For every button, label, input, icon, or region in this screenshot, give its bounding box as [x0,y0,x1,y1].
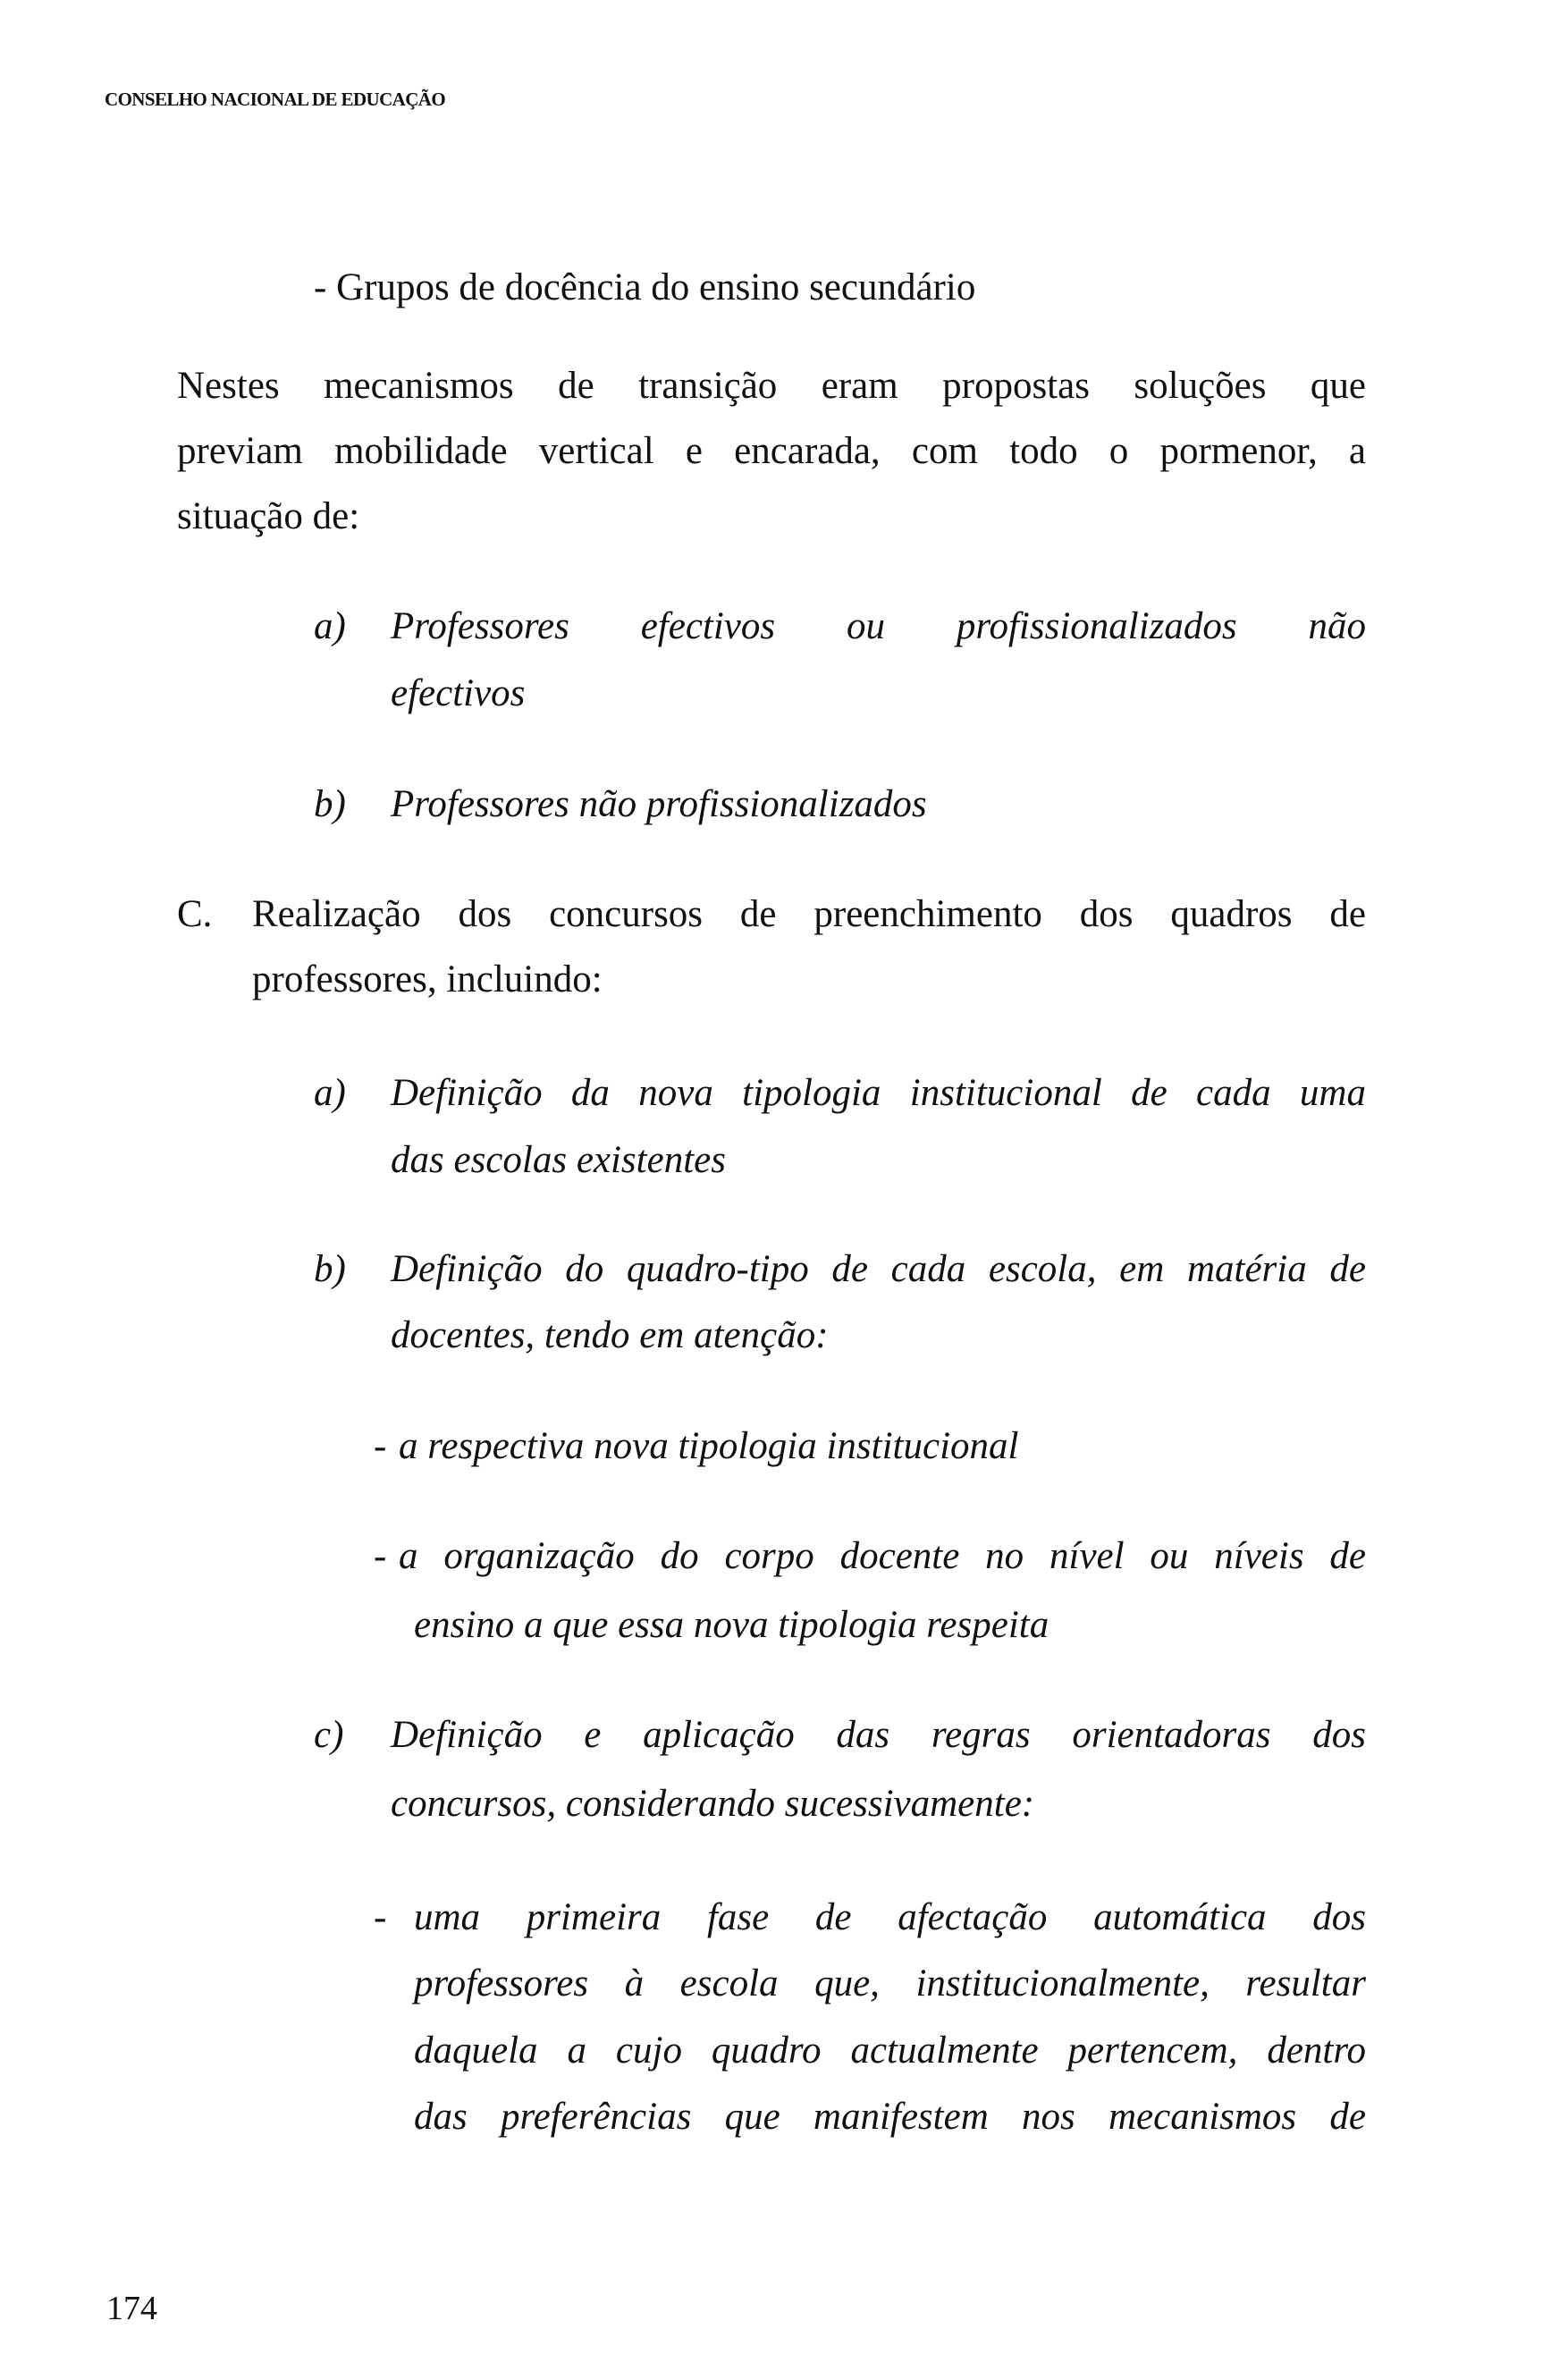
sub-item-line: daquela a cujo quadro actualmente pertencem, dentro [414,2030,1366,2072]
list-item-line: Definição do quadro-tipo de cada escola, em matéria de [391,1248,1366,1290]
list-item-line: Definição da nova tipologia institucional de cada uma [391,1072,1366,1114]
list-marker: a) [314,605,346,647]
list-marker: b) [314,783,346,825]
paragraph-line: situação de: [177,495,360,537]
running-header: CONSELHO NACIONAL DE EDUCAÇÃO [105,89,446,110]
dash-marker: - [374,1896,387,1938]
section-line: Realização dos concursos de preenchimento dos quadros de [252,893,1366,935]
sub-item-line: ensino a que essa nova tipologia respeita [414,1604,1049,1646]
list-item-line: Professores efectivos ou profissionalizados não [391,605,1366,647]
dash-marker: - [374,1425,387,1467]
list-marker: c) [314,1714,344,1756]
list-item-line: concursos, considerando sucessivamente: [391,1783,1035,1825]
list-marker: a) [314,1072,346,1114]
section-marker: C. [177,893,213,935]
list-marker: b) [314,1248,346,1290]
list-item-line: das escolas existentes [391,1139,726,1181]
sub-item-line: das preferências que manifestem nos mecanismos de [414,2096,1366,2138]
paragraph-line: previam mobilidade vertical e encarada, com todo o pormenor, a [177,430,1366,472]
list-item-line: Professores não profissionalizados [391,783,927,825]
sub-item-line: uma primeira fase de afectação automática dos [414,1896,1366,1938]
page-number: 174 [106,2290,157,2327]
sub-item-line: a respectiva nova tipologia institucional [399,1425,1019,1467]
list-item-line: docentes, tendo em atenção: [391,1314,829,1356]
sub-item-line: professores à escola que, institucionalmente, resultar [414,1962,1366,2004]
intro-bullet: - Grupos de docência do ensino secundário [314,266,976,308]
list-item-line: Definição e aplicação das regras orientadoras dos [391,1714,1366,1756]
sub-item-line: a organização do corpo docente no nível ou níveis de [399,1535,1366,1577]
list-item-line: efectivos [391,672,526,714]
section-line: professores, incluindo: [252,958,603,1000]
paragraph-line: Nestes mecanismos de transição eram propostas soluções que [177,365,1366,407]
dash-marker: - [374,1535,387,1577]
